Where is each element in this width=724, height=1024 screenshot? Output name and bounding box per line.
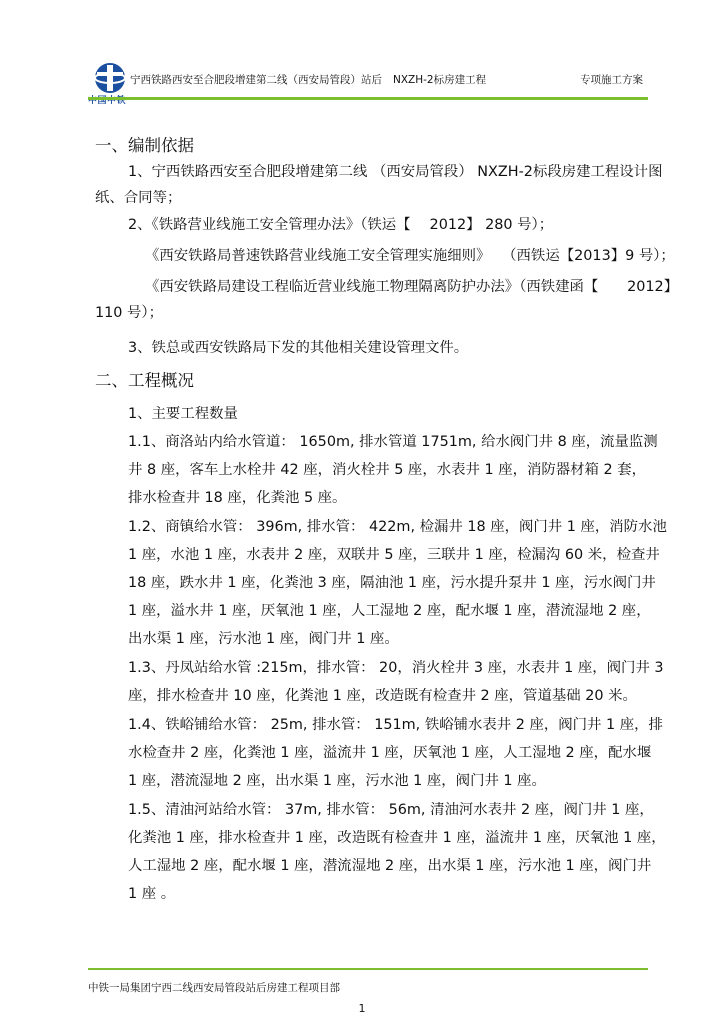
page-header xyxy=(88,62,648,108)
paragraph-1-2-line: 18 座，跌水井 1 座，化粪池 3 座，隔油池 1 座，污水提升泵井 1 座，污水阀门井 xyxy=(128,575,656,591)
paragraph-1-2-line: 1 座，溢水井 1 座，厌氧池 1 座，人工湿地 2 座，配水堰 1 座，潜流湿地 2 座， xyxy=(128,603,651,619)
logo-text: 中国中铁 xyxy=(88,96,127,106)
basis-item-5: 3、铁总或西安铁路局下发的其他相关建设管理文件。 xyxy=(128,340,469,356)
paragraph-1-2-line: 出水渠 1 座，污水池 1 座，阀门井 1 座。 xyxy=(128,631,399,647)
paragraph-1-4-line: 1.4、铁峪铺给水管： 25m, 排水管： 151m, 铁峪铺水表井 2 座，阀门井 1 座，排 xyxy=(128,717,663,733)
basis-item-3: 《西安铁路局普速铁路营业线施工安全管理实施细则》 （西铁运【2013】9 号）； xyxy=(145,248,675,264)
paragraph-1-5-line: 1.5、清油河站给水管： 37m, 排水管： 56m, 清油河水表井 2 座，阀门井 1 座， xyxy=(128,802,654,818)
paragraph-1-4-line: 1 座，潜流湿地 2 座，出水渠 1 座，污水池 1 座，阀门井 1 座。 xyxy=(128,773,546,789)
paragraph-1-2-line: 1.2、商镇给水管： 396m, 排水管： 422m, 检漏井 18 座，阀门井 1 座，消防水池 xyxy=(128,519,667,535)
basis-item-1-line-2: 纸、合同等； xyxy=(95,190,182,206)
paragraph-1-5-line: 人工湿地 2 座，配水堰 1 座，潜流湿地 2 座，出水渠 1 座，污水池 1 座，阀门井 xyxy=(128,858,652,874)
paragraph-1-3-line: 座，排水检查井 10 座，化粪池 1 座，改造既有检查井 2 座，管道基础 20 米。 xyxy=(128,688,637,704)
paragraph-1-5-line: 1 座 。 xyxy=(128,886,176,902)
basis-item-1-line-1: 1、宁西铁路西安至合肥段增建第二线 （西安局管段） NXZH-2标段房建工程设计图 xyxy=(128,164,663,180)
page-number: 1 xyxy=(358,1002,366,1015)
basis-item-4-line-1: 《西安铁路局建设工程临近营业线施工物理隔离防护办法》（西铁建函【 2012】 xyxy=(145,279,679,295)
paragraph-1-2-line: 1 座，水池 1 座，水表井 2 座，双联井 5 座，三联井 1 座，检漏沟 60 米，检查井 xyxy=(128,547,660,563)
paragraph-1-1-line: 排水检查井 18 座，化粪池 5 座。 xyxy=(128,490,347,506)
overview-subtitle: 1、主要工程数量 xyxy=(128,406,238,422)
paragraph-1-1-line: 井 8 座，客车上水栓井 42 座，消火栓井 5 座，水表井 1 座，消防器材箱 2 套， xyxy=(128,462,647,478)
section-title-basis: 一、编制依据 xyxy=(95,136,194,155)
header-rule xyxy=(88,97,648,100)
header-project-name: 宁西铁路西安至合肥段增建第二线（西安局管段）站后 xyxy=(130,74,382,86)
paragraph-1-3-line: 1.3、丹凤站给水管 :215m，排水管： 20，消火栓井 3 座，水表井 1 座，阀门井 3 xyxy=(128,660,664,676)
footer-text: 中铁一局集团宁西二线西安局管段站后房建工程项目部 xyxy=(88,982,340,994)
basis-item-2: 2、《铁路营业线施工安全管理办法》（铁运【 2012】 280 号）； xyxy=(128,217,554,233)
section-title-overview: 二、工程概况 xyxy=(95,371,194,390)
logo-emblem-icon xyxy=(88,62,132,94)
paragraph-1-1-line: 1.1、商洛站内给水管道： 1650m, 排水管道 1751m, 给水阀门井 8 座，流量监测 xyxy=(128,434,658,450)
paragraph-1-4-line: 水检查井 2 座，化粪池 1 座，溢流井 1 座，厌氧池 1 座，人工湿地 2 座，配水堰 xyxy=(128,745,652,761)
header-doc-type: 专项施工方案 xyxy=(580,74,643,86)
basis-item-4-line-2: 110 号）； xyxy=(95,305,164,321)
paragraph-1-5-line: 化粪池 1 座，排水检查井 1 座，改造既有检查井 1 座，溢流井 1 座，厌氧池 1 座， xyxy=(128,830,666,846)
header-section-code: NXZH-2标房建工程 xyxy=(393,74,487,86)
footer-rule xyxy=(88,968,648,970)
